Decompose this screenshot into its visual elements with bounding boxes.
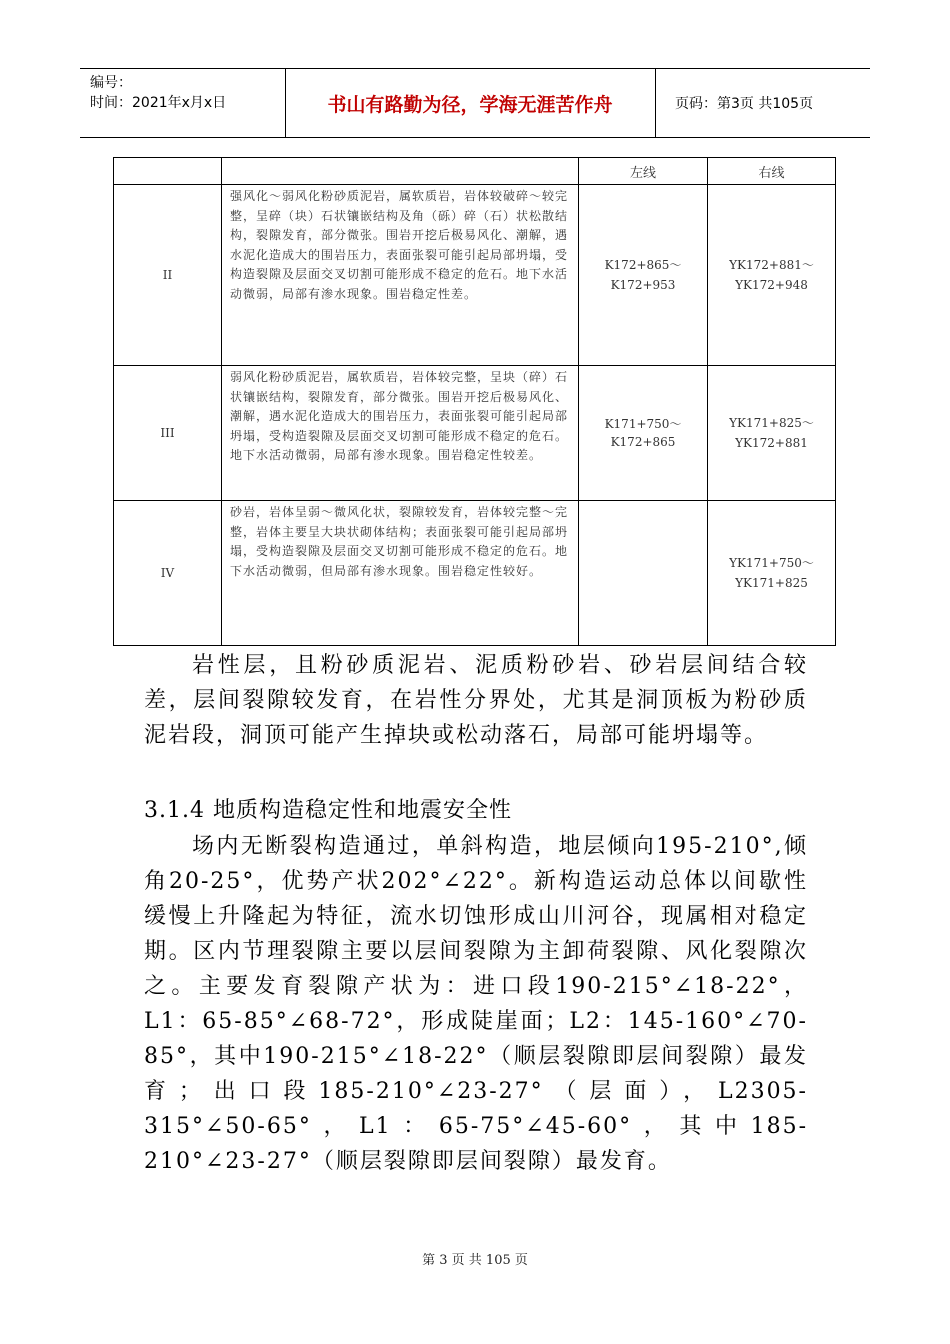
- page-footer: 第 3 页 共 105 页: [422, 1253, 528, 1268]
- page-header: [80, 68, 870, 138]
- description-cell: 砂岩，岩体呈弱～微风化状，裂隙较发育，岩体较完整～完整，岩体主要呈大块状砌体结构；表面张裂可能引起局部坍塌，受构造裂隙及层面交叉切割可能形成不稳定的危石。地下水活动微弱，但局部有渗水现象。围岩稳定性较好。: [222, 501, 579, 646]
- left-line-cell: [579, 501, 708, 646]
- date-label: 时间：2021年x月x日: [90, 95, 227, 111]
- grade-cell: II: [114, 185, 222, 366]
- column-header-right-line: 右线: [708, 158, 836, 185]
- column-header: [222, 158, 579, 185]
- table-header-row: [114, 158, 836, 185]
- table-row: [114, 185, 836, 366]
- section-title: 3.1.4 地质构造稳定性和地震安全性: [144, 798, 512, 823]
- description-cell: 弱风化粉砂质泥岩，属软质岩，岩体较完整，呈块（碎）石状镶嵌结构，裂隙发育，部分微张。围岩开挖后极易风化、潮解，遇水泥化造成大的围岩压力，表面张裂可能引起局部坍塌，受构造裂隙及层面交叉切割可能形成不稳定的危石。地下水活动微弱，局部有渗水现象。围岩稳定性较差。: [222, 366, 579, 501]
- header-motto: 书山有路勤为径，学海无涯苦作舟: [327, 93, 613, 116]
- grade-cell: III: [114, 366, 222, 501]
- grade-cell: IV: [114, 501, 222, 646]
- right-line-cell: YK172+881～YK172+948: [708, 185, 836, 366]
- right-line-cell: YK171+750～YK171+825: [708, 501, 836, 646]
- rock-grade-table: [113, 157, 836, 646]
- number-label: 编号：: [90, 75, 132, 91]
- paragraph-geology: 岩性层，且粉砂质泥岩、泥质粉砂岩、砂岩层间结合较差，层间裂隙较发育，在岩性分界处，尤其是洞顶板为粉砂质泥岩段，洞顶可能产生掉块或松动落石，局部可能坍塌等。: [144, 653, 808, 748]
- column-header-left-line: 左线: [579, 158, 708, 185]
- header-meta: [90, 73, 226, 113]
- table-row: [114, 501, 836, 646]
- column-header: [114, 158, 222, 185]
- right-line-cell: YK171+825～YK172+881: [708, 366, 836, 501]
- header-page-label: 页码：第3页 共105页: [675, 96, 814, 112]
- left-line-cell: K171+750～K172+865: [579, 366, 708, 501]
- left-line-cell: K172+865～K172+953: [579, 185, 708, 366]
- table-row: [114, 366, 836, 501]
- description-cell: 强风化～弱风化粉砂质泥岩，属软质岩，岩体较破碎～较完整，呈碎（块）石状镶嵌结构及角（砾）碎（石）状松散结构，裂隙发育，部分微张。围岩开挖后极易风化、潮解，遇水泥化造成大的围岩压力，表面张裂可能引起局部坍塌，受构造裂隙及层面交叉切割可能形成不稳定的危石。地下水活动微弱，局部有渗水现象。围岩稳定性差。: [222, 185, 579, 366]
- header-divider: [655, 69, 656, 137]
- paragraph-structure: 场内无断裂构造通过，单斜构造，地层倾向195-210°,倾角20-25°，优势产状202°∠22°。新构造运动总体以间歇性缓慢上升隆起为特征，流水切蚀形成山川河谷，现属相对稳定期。区内节理裂隙主要以层间裂隙为主卸荷裂隙、风化裂隙次之。主要发育裂隙产状为：进口段190-215°∠18-22°，L1：65-85°∠68-72°，形成陡崖面；L2：145-160°∠70-85°，其中190-215°∠18-22°（顺层裂隙即层间裂隙）最发育；出口段185-210°∠23-27°（层面），L2305-315°∠50-65°，L1：65-75°∠45-60°，其中185-210°∠23-27°（顺层裂隙即层间裂隙）最发育。: [144, 834, 808, 1174]
